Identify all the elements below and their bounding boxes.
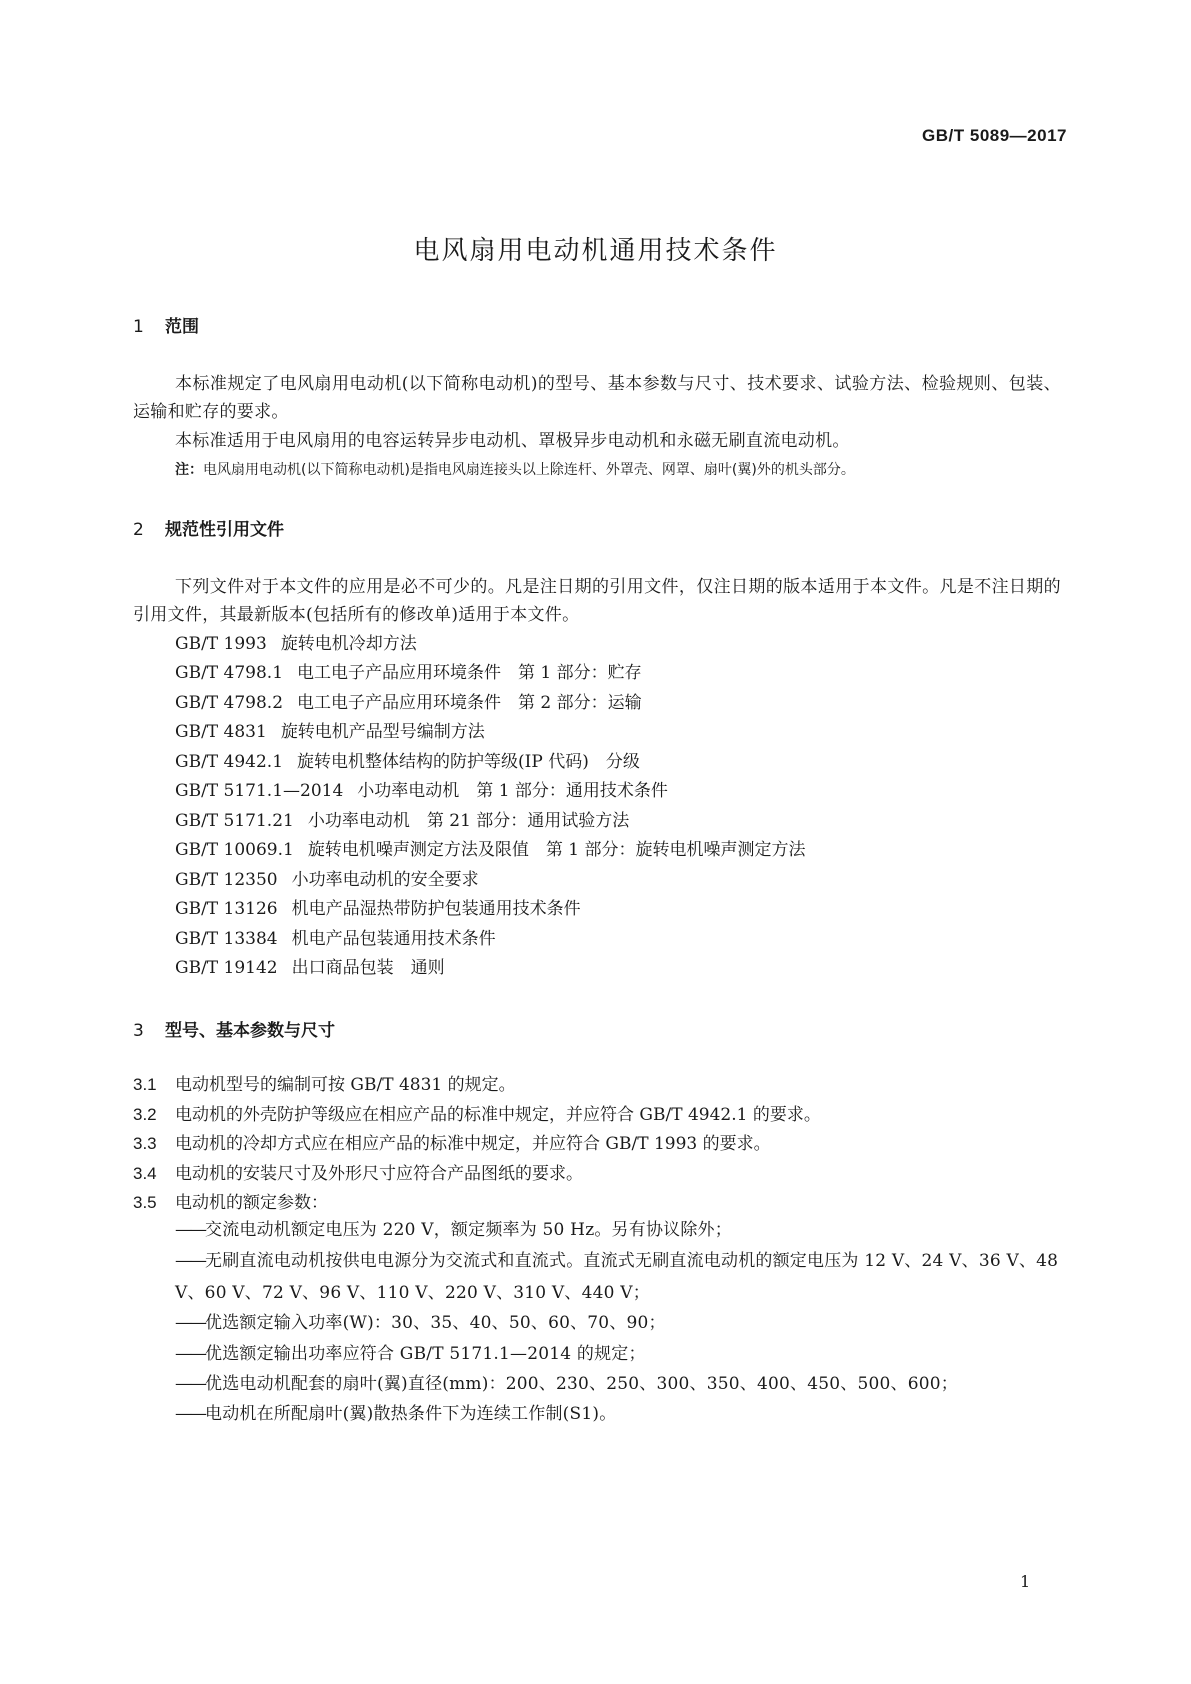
reference-title: 旋转电机产品型号编制方法 bbox=[280, 722, 485, 742]
section-number: 1 bbox=[133, 317, 144, 337]
reference-code: GB/T 13126 bbox=[175, 899, 278, 919]
reference-code: GB/T 19142 bbox=[175, 958, 278, 978]
section-1-paragraph-2: 本标准适用于电风扇用的电容运转异步电动机、罩极异步电动机和永磁无刷直流电动机。 bbox=[175, 431, 850, 451]
section-1-heading bbox=[133, 312, 199, 337]
clause-text: 电动机的安装尺寸及外形尺寸应符合产品图纸的要求。 bbox=[175, 1164, 583, 1184]
reference-code: GB/T 5171.1—2014 bbox=[175, 781, 344, 801]
reference-item bbox=[175, 869, 479, 891]
reference-title: 旋转电机整体结构的防护等级(IP 代码) 分级 bbox=[297, 752, 640, 772]
note-text: 电风扇用电动机(以下简称电动机)是指电风扇连接头以上除连杆、外罩壳、网罩、扇叶(翼)外的机头部分。 bbox=[203, 462, 855, 478]
clause-text: 电动机的额定参数： bbox=[175, 1193, 328, 1213]
clause-number: 3.2 bbox=[133, 1105, 157, 1124]
document-title: 电风扇用电动机通用技术条件 bbox=[413, 236, 778, 266]
dash-marker: —— bbox=[175, 1344, 205, 1364]
reference-item bbox=[175, 721, 485, 743]
section-1-paragraph-1: 本标准规定了电风扇用电动机(以下简称电动机)的型号、基本参数与尺寸、技术要求、试验方法、检验规则、包装、运输和贮存的要求。 bbox=[133, 374, 1061, 422]
reference-item bbox=[175, 692, 642, 714]
section-title: 规范性引用文件 bbox=[165, 520, 284, 540]
clause-number: 3.4 bbox=[133, 1164, 157, 1183]
reference-title: 出口商品包装 通则 bbox=[291, 958, 445, 978]
dash-item-text: 电动机在所配扇叶(翼)散热条件下为连续工作制(S1)。 bbox=[205, 1404, 617, 1424]
reference-item bbox=[175, 780, 668, 802]
clause-item bbox=[133, 1104, 1063, 1126]
dash-marker: —— bbox=[175, 1251, 205, 1271]
reference-item bbox=[175, 662, 642, 684]
dash-marker: —— bbox=[175, 1313, 205, 1333]
clause-number: 3.1 bbox=[133, 1075, 157, 1094]
standard-number: GB/T 5089—2017 bbox=[922, 126, 1067, 145]
dash-item-text: 优选电动机配套的扇叶(翼)直径(mm)：200、230、250、300、350、400、450、500、600； bbox=[205, 1374, 958, 1394]
dash-item-text: 优选额定输出功率应符合 GB/T 5171.1—2014 的规定； bbox=[205, 1344, 646, 1364]
reference-code: GB/T 1993 bbox=[175, 634, 267, 654]
clause-text: 电动机型号的编制可按 GB/T 4831 的规定。 bbox=[175, 1075, 516, 1095]
section-title: 型号、基本参数与尺寸 bbox=[165, 1021, 335, 1041]
clause-item bbox=[133, 1192, 1063, 1214]
clause-text: 电动机的外壳防护等级应在相应产品的标准中规定，并应符合 GB/T 4942.1 的要求。 bbox=[175, 1105, 821, 1125]
reference-item bbox=[175, 957, 445, 979]
reference-title: 机电产品湿热带防护包装通用技术条件 bbox=[291, 899, 581, 919]
section-number: 3 bbox=[133, 1021, 144, 1041]
dash-list-item bbox=[175, 1245, 1063, 1309]
dash-marker: —— bbox=[175, 1404, 205, 1424]
dash-item-text: 无刷直流电动机按供电电源分为交流式和直流式。直流式无刷直流电动机的额定电压为 12 V、24 V、36 V、48 V、60 V、72 V、96 V、110 V、220 V、310 V、440 V； bbox=[175, 1251, 1059, 1303]
clause-number: 3.3 bbox=[133, 1134, 157, 1153]
dash-list-item bbox=[175, 1398, 1063, 1430]
clause-number: 3.5 bbox=[133, 1193, 157, 1212]
reference-title: 机电产品包装通用技术条件 bbox=[291, 929, 496, 949]
clause-item bbox=[133, 1163, 1063, 1185]
dash-list-item bbox=[175, 1214, 1063, 1246]
reference-title: 旋转电机冷却方法 bbox=[280, 634, 417, 654]
section-1-note bbox=[175, 460, 1065, 480]
reference-title: 旋转电机噪声测定方法及限值 第 1 部分：旋转电机噪声测定方法 bbox=[307, 840, 806, 860]
reference-code: GB/T 12350 bbox=[175, 870, 278, 890]
clause-item bbox=[133, 1133, 1063, 1155]
reference-title: 小功率电动机 第 1 部分：通用技术条件 bbox=[357, 781, 668, 801]
reference-item bbox=[175, 839, 805, 861]
reference-title: 小功率电动机 第 21 部分：通用试验方法 bbox=[307, 811, 630, 831]
clause-text: 电动机的冷却方式应在相应产品的标准中规定，并应符合 GB/T 1993 的要求。 bbox=[175, 1134, 771, 1154]
reference-code: GB/T 10069.1 bbox=[175, 840, 294, 860]
section-number: 2 bbox=[133, 520, 144, 540]
reference-title: 电工电子产品应用环境条件 第 2 部分：运输 bbox=[297, 693, 642, 713]
reference-code: GB/T 4798.2 bbox=[175, 693, 284, 713]
section-3-heading bbox=[133, 1016, 335, 1041]
dash-item-text: 交流电动机额定电压为 220 V，额定频率为 50 Hz。另有协议除外； bbox=[205, 1220, 732, 1240]
note-label: 注： bbox=[175, 462, 203, 478]
dash-list-item bbox=[175, 1307, 1063, 1339]
reference-code: GB/T 5171.21 bbox=[175, 811, 294, 831]
reference-title: 电工电子产品应用环境条件 第 1 部分：贮存 bbox=[297, 663, 642, 683]
section-title: 范围 bbox=[165, 317, 199, 337]
reference-item bbox=[175, 810, 629, 832]
dash-marker: —— bbox=[175, 1374, 205, 1394]
reference-title: 小功率电动机的安全要求 bbox=[291, 870, 479, 890]
dash-list-item bbox=[175, 1368, 1063, 1400]
dash-marker: —— bbox=[175, 1220, 205, 1240]
reference-code: GB/T 13384 bbox=[175, 929, 278, 949]
page-number: 1 bbox=[1020, 1572, 1031, 1591]
reference-item bbox=[175, 898, 581, 920]
dash-list-item bbox=[175, 1338, 1063, 1370]
reference-item bbox=[175, 928, 496, 950]
clause-item bbox=[133, 1074, 1063, 1096]
reference-item bbox=[175, 633, 417, 655]
reference-code: GB/T 4942.1 bbox=[175, 752, 284, 772]
reference-code: GB/T 4831 bbox=[175, 722, 267, 742]
dash-item-text: 优选额定输入功率(W)：30、35、40、50、60、70、90； bbox=[205, 1313, 666, 1333]
reference-item bbox=[175, 751, 640, 773]
section-2-intro: 下列文件对于本文件的应用是必不可少的。凡是注日期的引用文件，仅注日期的版本适用于本文件。凡是不注日期的引用文件，其最新版本(包括所有的修改单)适用于本文件。 bbox=[133, 577, 1061, 625]
section-2-heading bbox=[133, 515, 284, 540]
reference-code: GB/T 4798.1 bbox=[175, 663, 284, 683]
